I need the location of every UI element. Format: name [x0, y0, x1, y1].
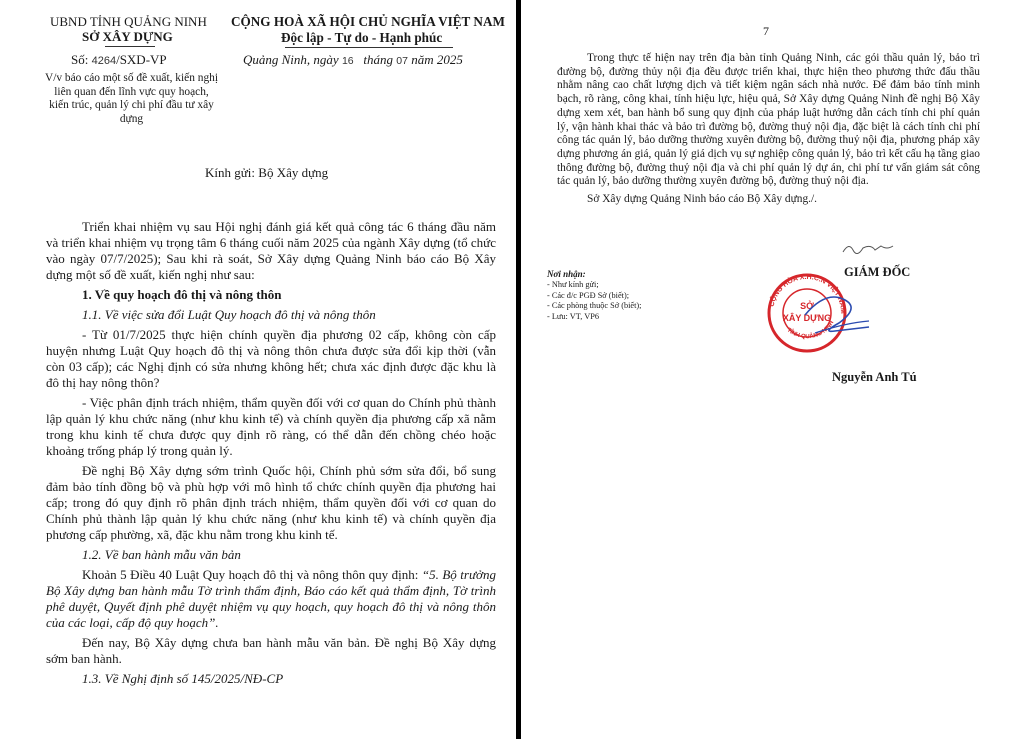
paragraph-2: - Việc phân định trách nhiệm, thẩm quyền đối với cơ quan do Chính phủ thành lập quản lý khu chức năng (như khu kinh tế) và chính quyền địa phương cấp xã nằm trong khu kinh tế chưa được quy định rõ ràng, có thể dẫn đến chồng chéo hoặc khoảng trống pháp lý trong quản lý.	[46, 395, 496, 458]
date-place: Quảng Ninh, ngày	[243, 52, 339, 67]
official-seal	[765, 271, 871, 355]
document-date	[243, 52, 463, 68]
header-rule-right	[285, 47, 453, 48]
doc-number-handwritten: 4264	[91, 55, 117, 67]
national-title: CỘNG HOÀ XÃ HỘI CHỦ NGHĨA VIỆT NAM	[231, 14, 505, 29]
document-number	[71, 52, 167, 68]
initials-signature	[841, 240, 901, 256]
signer-name: Nguyễn Anh Tú	[832, 370, 917, 384]
recipient-item: - Các đ/c PGĐ Sở (biết);	[547, 290, 630, 300]
recipient-item: - Lưu: VT, VP6	[547, 311, 599, 321]
seal-center-line1: SỞ	[800, 301, 814, 311]
paragraph-4	[46, 567, 496, 631]
paragraph-1: - Từ 01/7/2025 thực hiện chính quyền địa phương 02 cấp, không còn cấp huyện nhưng Luật Quy hoạch đô thị và nông thôn chưa được sửa đổi kịp thời (vẫn còn 03 cấp); các Nghị định có sửa nhưng không hết; chưa xác định được đặc khu là đô thị hay nông thôn?	[46, 327, 496, 390]
date-day: 16	[341, 55, 354, 67]
issuing-authority: UBND TỈNH QUẢNG NINH	[50, 14, 207, 29]
seal-outer-text: CỘNG HÒA X.H.C.N VIỆT NAM	[768, 273, 847, 314]
paragraph-5: Đến nay, Bộ Xây dựng chưa ban hành mẫu văn bản. Đề nghị Bộ Xây dựng sớm ban hành.	[46, 635, 496, 666]
national-motto: Độc lập - Tự do - Hạnh phúc	[281, 30, 443, 45]
paragraph-3: Đề nghị Bộ Xây dựng sớm trình Quốc hội, Chính phủ sớm sửa đổi, bổ sung đảm bảo tính đồng bộ và phù hợp với mô hình tổ chức chính quyền địa phương hai cấp; trong đó quy định rõ phân định trách nhiệm, thẩm quyền đối với cơ quan do Chính phủ thành lập quản lý khu chức năng (như khu kinh tế) và chính quyền địa phương cấp phường, xã, đặc khu nằm trong khu kinh tế.	[46, 463, 496, 542]
section-1-3-heading: 1.3. Về Nghị định số 145/2025/NĐ-CP	[82, 671, 284, 686]
seal-bottom-text: TỈNH QUẢNG NINH	[785, 320, 836, 341]
recipient-item: - Các phòng thuộc Sở (biết);	[547, 301, 642, 310]
doc-number-suffix: /SXD-VP	[116, 52, 167, 67]
recipient-item: - Như kính gửi;	[547, 280, 599, 289]
paragraph-4-lead: Khoản 5 Điều 40 Luật Quy hoạch đô thị và nông thôn quy định:	[82, 567, 422, 582]
header-rule-left	[105, 46, 155, 47]
issuing-department: SỞ XÂY DỰNG	[82, 29, 173, 44]
document-subject: V/v báo cáo một số đề xuất, kiến nghị liên quan đến lĩnh vực quy hoạch, kiến trúc, quản lý chi phí đầu tư xây dựng	[44, 72, 219, 125]
svg-text:TỈNH QUẢNG NINH	[786, 320, 836, 340]
section-1-heading: 1. Về quy hoạch đô thị và nông thôn	[82, 287, 282, 302]
seal-center-line2: XÂY DỰNG	[782, 313, 832, 323]
recipients-list	[547, 280, 641, 322]
right-paragraph-2: Sở Xây dựng Quảng Ninh báo cáo Bộ Xây dựng./.	[587, 193, 818, 206]
right-page-body	[557, 52, 980, 211]
signer-title: GIÁM ĐỐC	[844, 265, 911, 279]
recipient-line: Kính gửi: Bộ Xây dựng	[205, 165, 329, 180]
date-month-label: tháng	[363, 52, 394, 67]
date-month: 07	[396, 55, 408, 67]
document-page-right	[521, 0, 1010, 739]
doc-number-prefix: Số:	[71, 52, 89, 67]
right-paragraph-1: Trong thực tế hiện nay trên địa bàn tỉnh Quảng Ninh, các gói thầu quản lý, bảo trì đường bộ, đường thủy nội địa đều được triển khai, thực hiện theo phương thức đấu thầu nhằm nâng cao chất lượng dịch và tiết kiệm ngân sách nhà nước. Để đảm bảo tính minh bạch, rõ ràng, công khai, tính hiệu lực, hiệu quả, Sở Xây dựng Quảng Ninh đề nghị Bộ Xây dựng xem xét, ban hành bổ sung quy định của pháp luật hướng dẫn cách tính chi phí quản lý, vận hành khai thác và bảo trì đường bộ, đường thuỷ nội địa, đặc biệt là cách tính chi phí công tác quản lý, bảo dưỡng thường xuyên đường bộ, đường thuỷ nội địa, phương pháp xây dựng phương án giá, quản lý giá dịch vụ sự nghiệp công quản lý, bảo trì kết cấu hạ tầng giao thông đường bộ, đường thuỷ nội địa và chi phí quản lý dự án, chi phí tư vấn giám sát công tác quản lý, bảo dưỡng thường xuyên đường bộ, đường thuỷ nội địa.	[557, 52, 980, 188]
section-1-2-heading: 1.2. Về ban hành mẫu văn bản	[82, 547, 241, 562]
recipients-title: Nơi nhận:	[547, 269, 586, 279]
section-1-1-heading: 1.1. Về việc sửa đổi Luật Quy hoạch đô thị và nông thôn	[82, 307, 376, 322]
paragraph-4-quote: “5. Bộ trưởng Bộ Xây dựng ban hành mẫu Tờ trình thẩm định, Báo cáo kết quả thẩm định, Tờ trình phê duyệt, Quyết định phê duyệt nhiệm vụ quy hoạch, quy hoạch đô thị và nông thôn của các loại, cấp độ quy hoạch”.	[46, 567, 496, 630]
intro-paragraph: Triển khai nhiệm vụ sau Hội nghị đánh giá kết quả công tác 6 tháng đầu năm và triển khai nhiệm vụ trọng tâm 6 tháng cuối năm 2025 của ngành Xây dựng (tổ chức vào ngày 07/7/2025); Sau khi rà soát, Sở Xây dựng Quảng Ninh báo cáo Bộ Xây dựng một số đề xuất, kiến nghị như sau:	[46, 219, 496, 282]
date-year: năm 2025	[411, 52, 463, 67]
document-body	[46, 219, 496, 691]
page-number: 7	[763, 24, 769, 38]
